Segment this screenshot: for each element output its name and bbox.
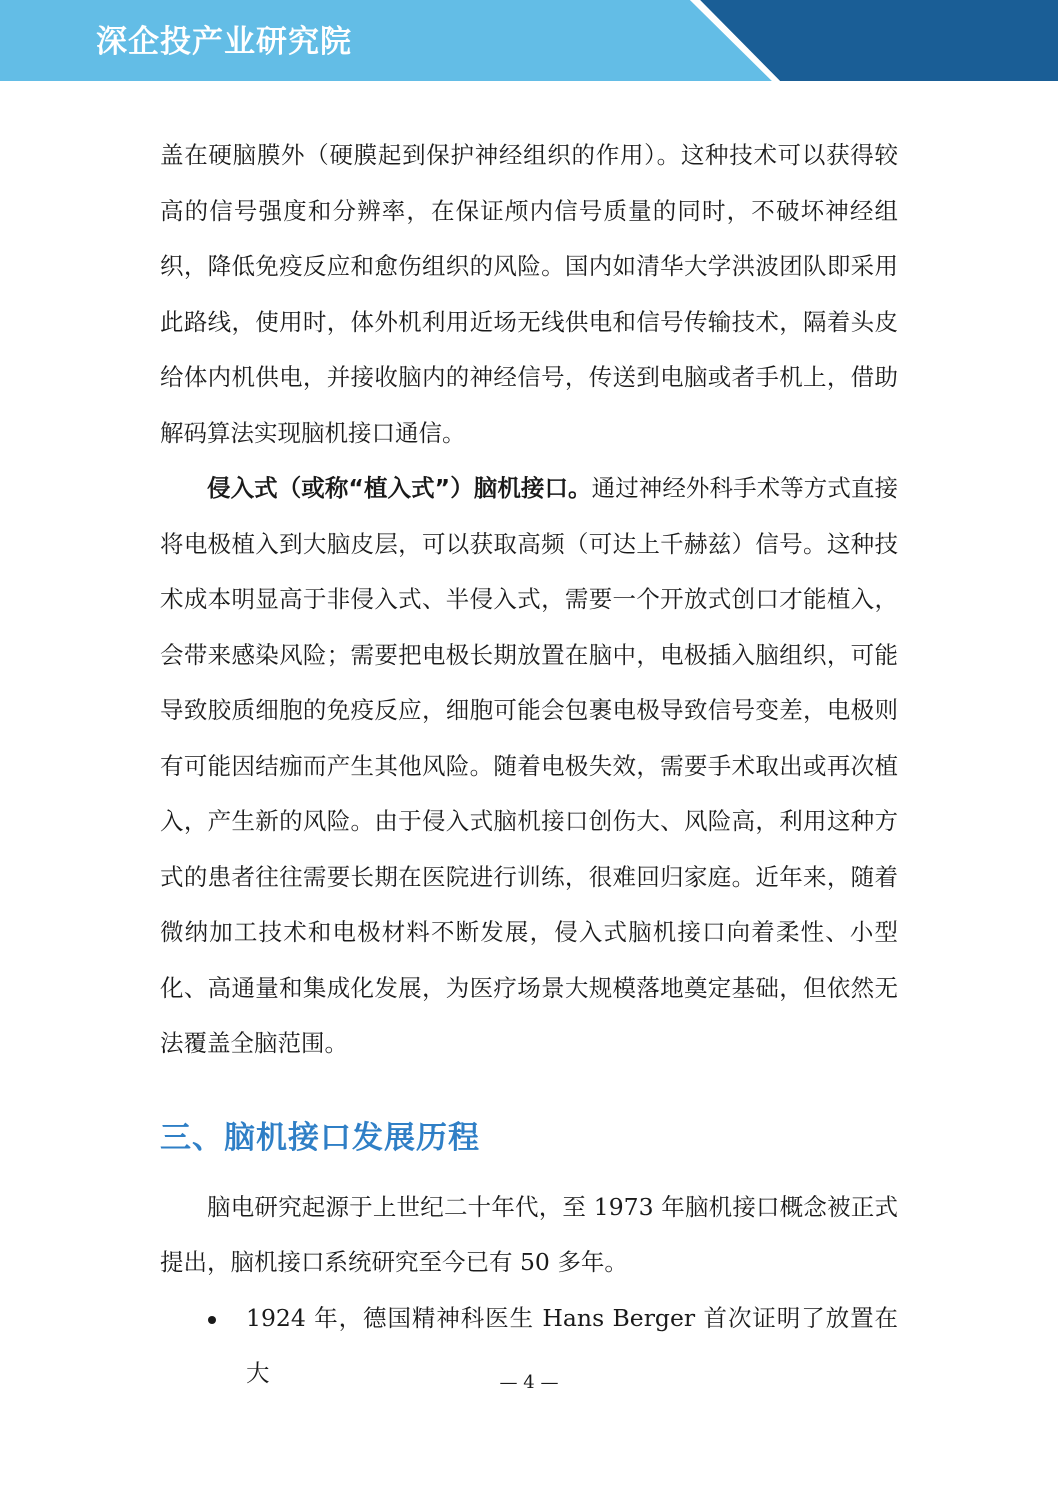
brand-title: 深企投产业研究院 <box>96 24 352 60</box>
paragraph-lead-bold: 侵入式（或称“植入式”）脑机接口。 <box>207 474 592 502</box>
bullet-icon <box>208 1316 216 1324</box>
page-header <box>0 0 1058 81</box>
paragraph-history-intro: 脑电研究起源于上世纪二十年代，至 1973 年脑机接口概念被正式提出，脑机接口系统研究至今已有 50 多年。 <box>160 1192 898 1276</box>
section-heading: 三、脑机接口发展历程 <box>160 1119 480 1156</box>
document-body <box>160 128 898 1402</box>
paragraph-invasive <box>160 461 898 1072</box>
list-item-text: 1924 年，德国精神科医生 Hans Berger 首次证明了放置在大 <box>246 1303 898 1387</box>
paragraph-semi-invasive: 盖在硬脑膜外（硬膜起到保护神经组织的作用）。这种技术可以获得较高的信号强度和分辨率，在保证颅内信号质量的同时，不破坏神经组织，降低免疫反应和愈伤组织的风险。国内如清华大学洪波团队即采用此路线，使用时，体外机利用近场无线供电和信号传输技术，隔着头皮给体内机供电，并接收脑内的神经信号，传送到电脑或者手机上，借助解码算法实现脑机接口通信。 <box>160 141 898 447</box>
page-number: — 4 — <box>499 1372 559 1393</box>
paragraph-invasive-text: 通过神经外科手术等方式直接将电极植入到大脑皮层，可以获取高频（可达上千赫兹）信号。这种技术成本明显高于非侵入式、半侵入式，需要一个开放式创口才能植入，会带来感染风险；需要把电极长期放置在脑中，电极插入脑组织，可能导致胶质细胞的免疫反应，细胞可能会包裹电极导致信号变差，电极则有可能因结痂而产生其他风险。随着电极失效，需要手术取出或再次植入，产生新的风险。由于侵入式脑机接口创伤大、风险高，利用这种方式的患者往往需要长期在医院进行训练，很难回归家庭。近年来，随着微纳加工技术和电极材料不断发展，侵入式脑机接口向着柔性、小型化、高通量和集成化发展，为医疗场景大规模落地奠定基础，但依然无法覆盖全脑范围。 <box>160 474 899 1057</box>
